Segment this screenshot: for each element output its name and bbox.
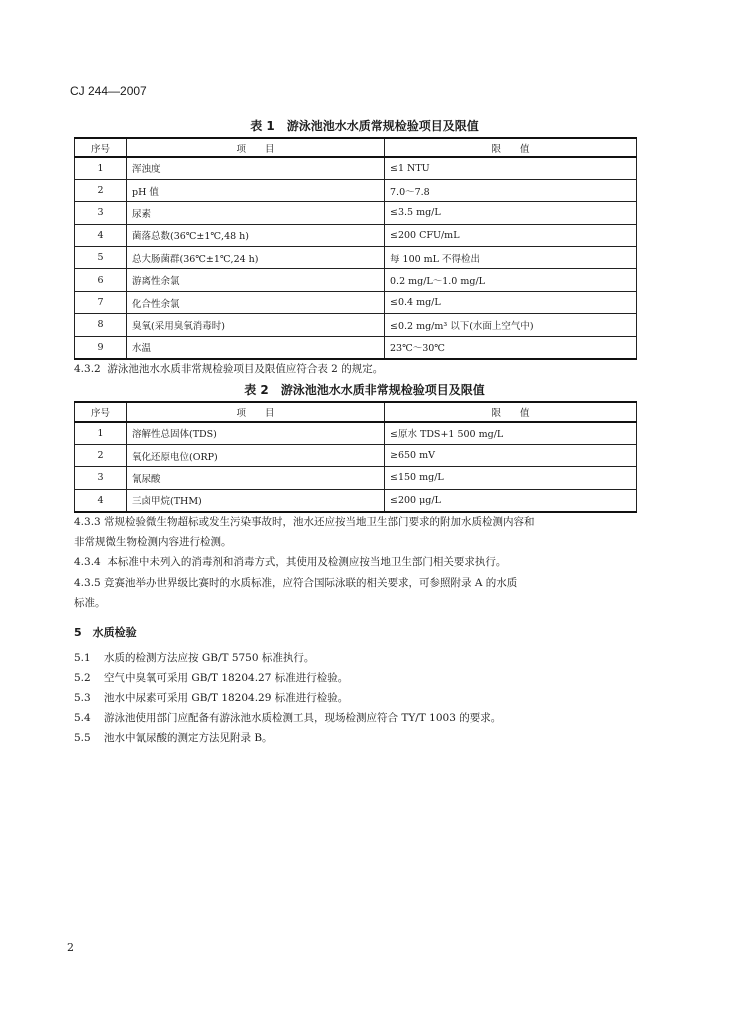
cell-no: 1 bbox=[75, 157, 127, 179]
cell-limit: ≥650 mV bbox=[385, 444, 637, 466]
clause-number: 4.3.3 bbox=[74, 516, 101, 528]
clause-text: 本标准中未列入的消毒剂和消毒方式，其使用及检测应按当地卫生部门相关要求执行。 bbox=[107, 556, 507, 568]
cell-no: 2 bbox=[75, 179, 127, 201]
cell-item: 总大肠菌群(36℃±1℃,24 h) bbox=[127, 247, 385, 269]
clause-text: 常规检验微生物超标或发生污染事故时，池水还应按当地卫生部门要求的附加水质检测内容和 bbox=[104, 516, 535, 528]
cell-item: 水温 bbox=[127, 336, 385, 358]
cell-item: 氧化还原电位(ORP) bbox=[127, 444, 385, 466]
table1 bbox=[74, 137, 637, 360]
page-number: 2 bbox=[67, 941, 74, 954]
standard-code: CJ 244—2007 bbox=[70, 84, 147, 98]
table-header-row bbox=[75, 402, 637, 422]
clause-text-continued: 非常规微生物检测内容进行检测。 bbox=[74, 536, 232, 548]
cell-limit: ≤0.2 mg/m³ 以下(水面上空气中) bbox=[385, 314, 637, 336]
cell-item: 氰尿酸 bbox=[127, 467, 385, 489]
table-row bbox=[75, 336, 637, 358]
clause-line bbox=[74, 573, 636, 593]
cell-limit: ≤0.4 mg/L bbox=[385, 291, 637, 313]
clause-5-4 bbox=[74, 708, 636, 728]
table-row bbox=[75, 269, 637, 291]
cell-no: 2 bbox=[75, 444, 127, 466]
cell-no: 7 bbox=[75, 291, 127, 313]
cell-limit: 23℃～30℃ bbox=[385, 336, 637, 358]
cell-limit: ≤原水 TDS+1 500 mg/L bbox=[385, 422, 637, 444]
cell-item: 游离性余氯 bbox=[127, 269, 385, 291]
clause-number: 4.3.4 bbox=[74, 556, 101, 568]
clause-number: 5.1 bbox=[74, 652, 91, 664]
clause-text: 竞赛池举办世界级比赛时的水质标准，应符合国际泳联的相关要求，可参照附录 A 的水质 bbox=[104, 577, 518, 589]
table-row bbox=[75, 202, 637, 224]
cell-limit: ≤150 mg/L bbox=[385, 467, 637, 489]
cell-no: 9 bbox=[75, 336, 127, 358]
cell-limit: ≤1 NTU bbox=[385, 157, 637, 179]
clause-text: 水质的检测方法应按 GB/T 5750 标准执行。 bbox=[104, 652, 315, 664]
clause-line bbox=[74, 532, 636, 552]
clause-number: 4.3.5 bbox=[74, 577, 101, 589]
clause-text: 池水中尿素可采用 GB/T 18204.29 标准进行检验。 bbox=[104, 692, 349, 704]
cell-no: 4 bbox=[75, 224, 127, 246]
clause-number: 5.5 bbox=[74, 732, 91, 744]
table-header-row bbox=[75, 138, 637, 157]
clause-number: 5.2 bbox=[74, 672, 91, 684]
table-row bbox=[75, 157, 637, 179]
clause-line bbox=[74, 512, 636, 532]
clause-4-3-5 bbox=[74, 573, 636, 613]
cell-item: 菌落总数(36℃±1℃,48 h) bbox=[127, 224, 385, 246]
cell-item: 浑浊度 bbox=[127, 157, 385, 179]
cell-item: 尿素 bbox=[127, 202, 385, 224]
table-row bbox=[75, 247, 637, 269]
cell-limit: ≤3.5 mg/L bbox=[385, 202, 637, 224]
table-row bbox=[75, 224, 637, 246]
table-row bbox=[75, 489, 637, 511]
table-row bbox=[75, 291, 637, 313]
cell-limit: 每 100 mL 不得检出 bbox=[385, 247, 637, 269]
clause-text: 游泳池池水水质非常规检验项目及限值应符合表 2 的规定。 bbox=[107, 363, 384, 375]
cell-no: 3 bbox=[75, 467, 127, 489]
clause-5-1 bbox=[74, 648, 636, 668]
clause-text: 游泳池使用部门应配备有游泳池水质检测工具，现场检测应符合 TY/T 1003 的要求。 bbox=[104, 712, 502, 724]
table-row bbox=[75, 179, 637, 201]
col-header-item: 项 目 bbox=[127, 138, 385, 157]
cell-limit: 0.2 mg/L～1.0 mg/L bbox=[385, 269, 637, 291]
table-row bbox=[75, 444, 637, 466]
cell-item: 化合性余氯 bbox=[127, 291, 385, 313]
table-row bbox=[75, 314, 637, 336]
cell-no: 8 bbox=[75, 314, 127, 336]
cell-limit: 7.0～7.8 bbox=[385, 179, 637, 201]
clause-text-continued: 标准。 bbox=[74, 597, 106, 609]
col-header-no: 序号 bbox=[75, 402, 127, 422]
cell-no: 4 bbox=[75, 489, 127, 511]
table-row bbox=[75, 467, 637, 489]
table-row bbox=[75, 422, 637, 444]
cell-item: 臭氧(采用臭氧消毒时) bbox=[127, 314, 385, 336]
col-header-limit: 限 值 bbox=[385, 138, 637, 157]
table2-title: 表 2 游泳池池水水质非常规检验项目及限值 bbox=[244, 383, 485, 397]
col-header-item: 项 目 bbox=[127, 402, 385, 422]
clause-number: 4.3.2 bbox=[74, 363, 101, 375]
cell-no: 3 bbox=[75, 202, 127, 224]
clause-5-3 bbox=[74, 688, 636, 708]
cell-item: 三卤甲烷(THM) bbox=[127, 489, 385, 511]
clause-text: 池水中氰尿酸的测定方法见附录 B。 bbox=[104, 732, 273, 744]
col-header-limit: 限 值 bbox=[385, 402, 637, 422]
clause-number: 5.4 bbox=[74, 712, 91, 724]
clause-4-3-3 bbox=[74, 512, 636, 552]
clause-number: 5.3 bbox=[74, 692, 91, 704]
col-header-no: 序号 bbox=[75, 138, 127, 157]
clause-text: 空气中臭氧可采用 GB/T 18204.27 标准进行检验。 bbox=[104, 672, 349, 684]
cell-limit: ≤200 CFU/mL bbox=[385, 224, 637, 246]
clause-5-5 bbox=[74, 728, 636, 748]
cell-no: 1 bbox=[75, 422, 127, 444]
clause-line bbox=[74, 593, 636, 613]
cell-limit: ≤200 μg/L bbox=[385, 489, 637, 511]
cell-no: 6 bbox=[75, 269, 127, 291]
table2 bbox=[74, 401, 637, 513]
table1-title: 表 1 游泳池池水水质常规检验项目及限值 bbox=[250, 119, 479, 133]
clause-5-2 bbox=[74, 668, 636, 688]
clause-4-3-2 bbox=[74, 359, 636, 379]
cell-no: 5 bbox=[75, 247, 127, 269]
clause-4-3-4 bbox=[74, 552, 636, 572]
cell-item: pH 值 bbox=[127, 179, 385, 201]
section-5-heading: 5 水质检验 bbox=[74, 626, 137, 639]
cell-item: 溶解性总固体(TDS) bbox=[127, 422, 385, 444]
